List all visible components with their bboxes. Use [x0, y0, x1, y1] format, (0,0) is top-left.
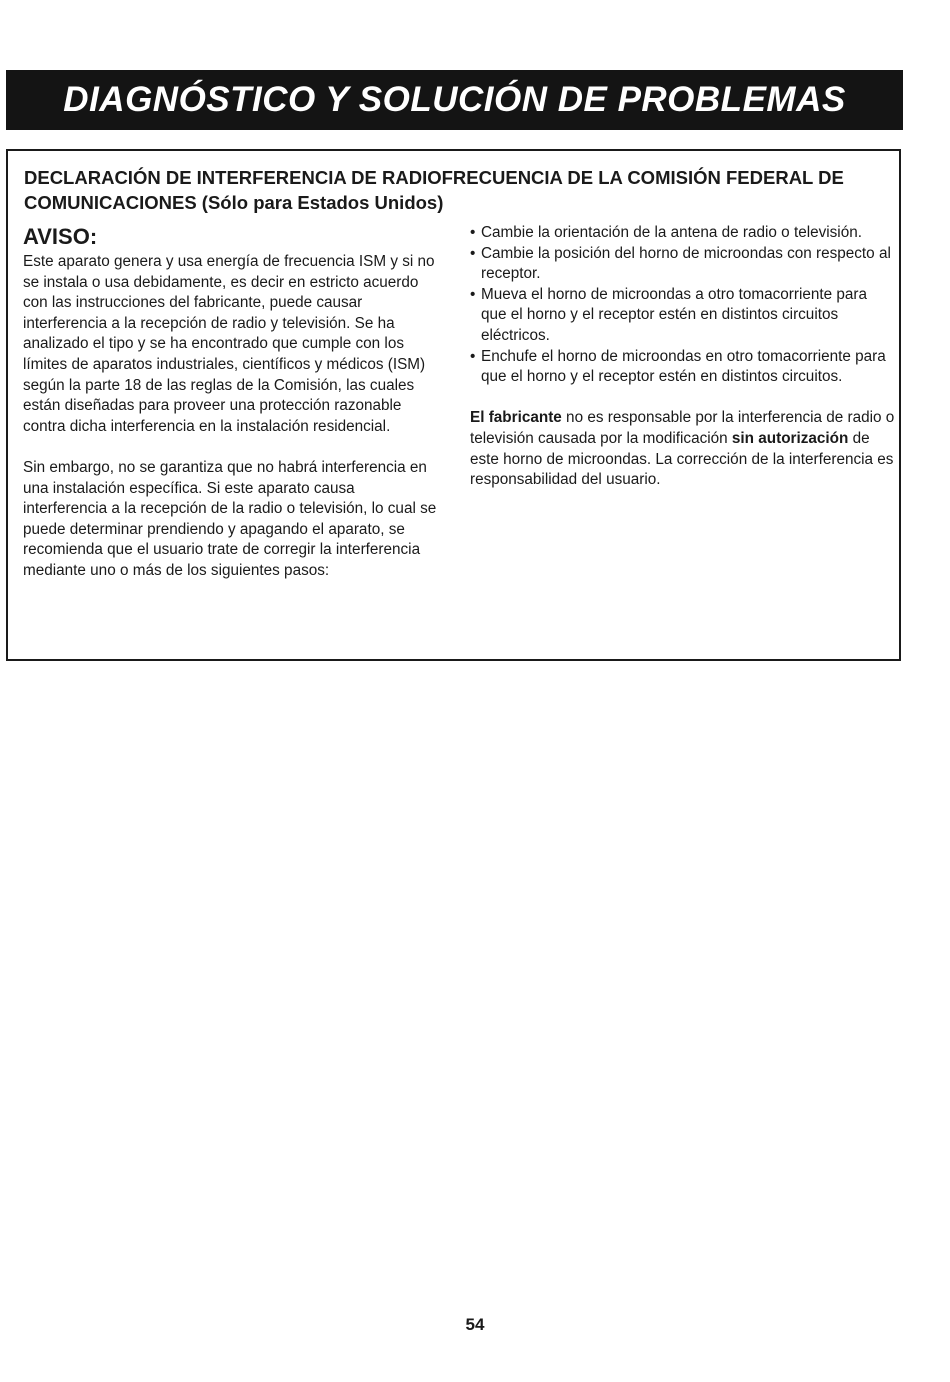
list-item: • Cambie la orientación de la antena de radio o televisión. [470, 223, 895, 244]
manufacturer-note-bold-1: El fabricante [470, 409, 562, 427]
manufacturer-note [470, 408, 895, 490]
fcc-declaration-box [6, 149, 901, 661]
manufacturer-note-text-2: de este horno de microondas. La corrección de la interferencia es responsabilidad del usuario. [470, 429, 894, 489]
notice-paragraph-1: Este aparato genera y usa energía de frecuencia ISM y si no se instala o usa debidamente, es decir en estricto acuerdo con las instrucciones del fabricante, puede causar interferencia a la recepción de radio y televisión. Se ha analizado el tipo y se ha encontrado que cumple con los límites de aparatos industriales, científicos y médicos (ISM) según la parte 18 de las reglas de la Comisión, las cuales están diseñadas para proveer una protección razonable contra dicha interferencia en la instalación residencial. [23, 253, 435, 435]
declaration-title: DECLARACIÓN DE INTERFERENCIA DE RADIOFRECUENCIA DE LA COMISIÓN FEDERAL DE COMUNICACIONES (Sólo para Estados Unidos) [24, 167, 844, 213]
manufacturer-note-bold-2: sin autorización [731, 429, 849, 447]
notice-column [23, 223, 443, 582]
steps-list [470, 223, 895, 388]
section-banner [6, 70, 903, 130]
steps-column [470, 223, 895, 491]
notice-paragraph-2: Sin embargo, no se garantiza que no habrá interferencia en una instalación específica. Si este aparato causa interferencia a la recepción de la radio o televisión, lo cual se puede determinar prendiendo y apagando el aparato, se recomienda que el usuario trate de corregir la interferencia mediante uno o más de los siguientes pasos: [23, 458, 437, 579]
manufacturer-note-text-1: no es responsable por la interferencia de radio o televisión causada por la modificación [470, 409, 895, 447]
page-title: DIAGNÓSTICO Y SOLUCIÓN DE PROBLEMAS [63, 80, 846, 119]
page-number: 54 [465, 1315, 485, 1334]
list-item: • Cambie la posición del horno de microondas con respecto al receptor. [470, 244, 895, 285]
list-item: • Mueva el horno de microondas a otro tomacorriente para que el horno y el receptor estén en distintos circuitos eléctricos. [470, 285, 895, 347]
notice-heading: AVISO: [23, 224, 98, 249]
list-item: • Enchufe el horno de microondas en otro tomacorriente para que el horno y el receptor estén en distintos circuitos. [470, 347, 895, 388]
